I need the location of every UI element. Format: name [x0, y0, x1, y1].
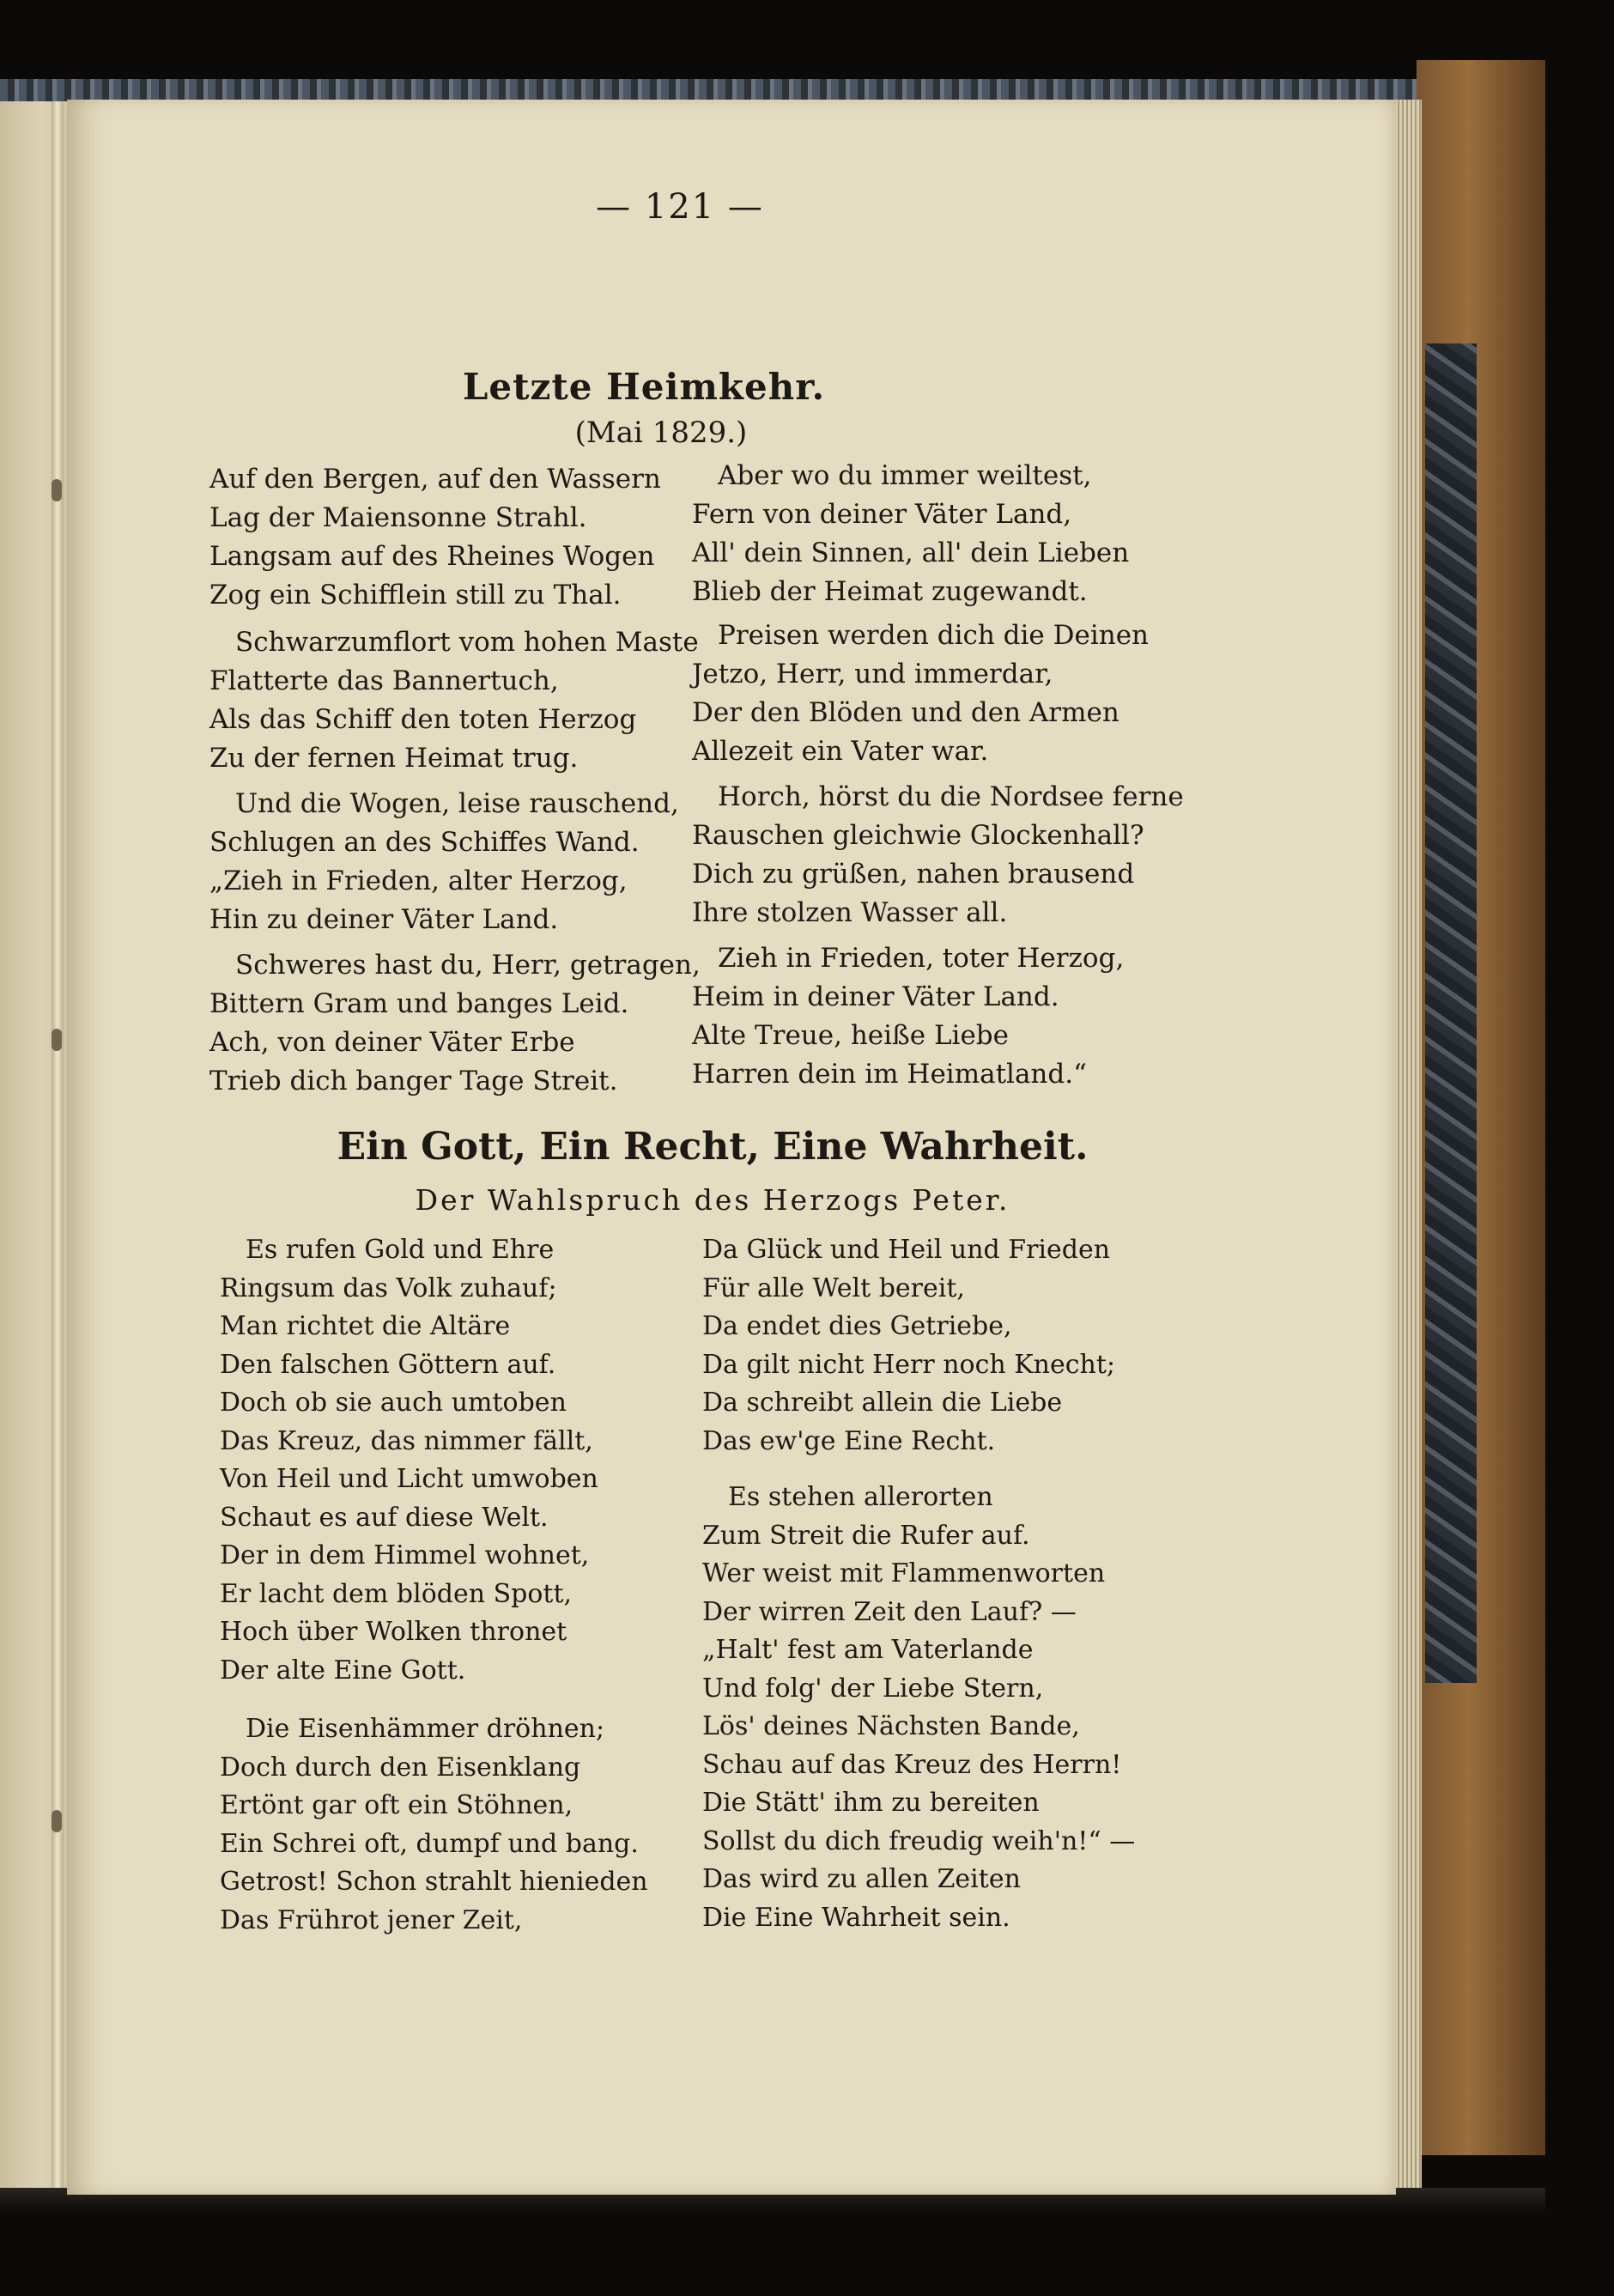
verse-line: Horch, hörst du die Nordsee ferne — [718, 781, 1184, 812]
poem1-right-stanza-2 — [692, 617, 1149, 771]
poem1-left-stanza-2 — [209, 623, 699, 778]
verse-line: „Halt' fest am Vaterlande — [702, 1635, 1034, 1665]
verse-line: Rauschen gleichwie Glockenhall? — [692, 820, 1144, 851]
verse-line: Man richtet die Altäre — [220, 1311, 511, 1341]
verse-line: Fern von deiner Väter Land, — [692, 499, 1072, 530]
poem1-left-stanza-1 — [209, 460, 661, 615]
verse-line: Schweres hast du, Herr, getragen, — [235, 950, 701, 981]
verse-line: Zieh in Frieden, toter Herzog, — [718, 943, 1125, 974]
verse-line: Schau auf das Kreuz des Herrn! — [702, 1749, 1122, 1780]
verse-line: Jetzo, Herr, und immerdar, — [692, 659, 1053, 689]
verse-line: Der den Blöden und den Armen — [692, 697, 1119, 728]
verse-line: Den falschen Göttern auf. — [220, 1349, 556, 1380]
verse-line: Es stehen allerorten — [728, 1482, 993, 1512]
verse-line: Das wird zu allen Zeiten — [702, 1864, 1021, 1894]
poem1-right-stanza-1 — [692, 457, 1129, 611]
verse-line: Heim in deiner Väter Land. — [692, 981, 1059, 1012]
verse-line: All' dein Sinnen, all' dein Lieben — [692, 538, 1130, 568]
poem2-right-stanza-1 — [702, 1231, 1115, 1461]
verse-line: Langsam auf des Rheines Wogen — [209, 541, 655, 572]
poem-subtitle: (Mai 1829.) — [574, 416, 748, 450]
marbled-endpaper — [1425, 343, 1477, 1683]
verse-line: Das Kreuz, das nimmer fällt, — [220, 1425, 593, 1456]
verse-line: Dich zu grüßen, nahen brausend — [692, 859, 1135, 890]
poem1-left-stanza-4 — [209, 946, 701, 1101]
verse-line: Lag der Maiensonne Strahl. — [209, 502, 587, 533]
verse-line: Harren dein im Heimatland.“ — [692, 1059, 1087, 1090]
poem2-left-stanza-1 — [220, 1231, 598, 1690]
verse-line: Bittern Gram und banges Leid. — [209, 988, 629, 1019]
verse-line: Die Stätt' ihm zu bereiten — [702, 1788, 1040, 1818]
verse-line: Ringsum das Volk zuhauf; — [220, 1273, 557, 1303]
verse-line: Für alle Welt bereit, — [702, 1273, 965, 1303]
verse-line: Und folg' der Liebe Stern, — [702, 1673, 1044, 1704]
stitch-hole — [52, 1810, 62, 1832]
verse-line: Zum Streit die Rufer auf. — [702, 1520, 1030, 1551]
verse-line: Hin zu deiner Väter Land. — [209, 904, 559, 935]
verse-line: Da gilt nicht Herr noch Knecht; — [702, 1349, 1116, 1380]
verse-line: Zu der fernen Heimat trug. — [209, 743, 579, 774]
verse-line: Zog ein Schifflein still zu Thal. — [209, 580, 622, 610]
verse-line: Ach, von deiner Väter Erbe — [209, 1027, 575, 1058]
verse-line: Er lacht dem blöden Spott, — [220, 1578, 573, 1609]
verse-line: Das ew'ge Eine Recht. — [702, 1425, 996, 1456]
verse-line: Der alte Eine Gott. — [220, 1655, 466, 1686]
verse-line: Ein Schrei oft, dumpf und bang. — [220, 1828, 639, 1859]
verse-line: Ihre stolzen Wasser all. — [692, 897, 1008, 928]
page-number: — 121 — — [596, 187, 764, 227]
binding-gutter — [52, 101, 64, 2196]
verse-line: Der in dem Himmel wohnet, — [220, 1540, 590, 1570]
left-page-margin — [0, 101, 69, 2196]
verse-line: Blieb der Heimat zugewandt. — [692, 576, 1088, 607]
poem2-left-stanza-2 — [220, 1710, 648, 1940]
verse-line: Auf den Bergen, auf den Wassern — [209, 464, 661, 495]
verse-line: Wer weist mit Flammenworten — [702, 1558, 1106, 1588]
verse-line: Da endet dies Getriebe, — [702, 1311, 1012, 1341]
verse-line: Die Eine Wahrheit sein. — [702, 1902, 1010, 1933]
verse-line: Das Frührot jener Zeit, — [220, 1904, 523, 1935]
verse-line: „Zieh in Frieden, alter Herzog, — [209, 866, 628, 896]
verse-line: Da schreibt allein die Liebe — [702, 1388, 1063, 1418]
poem-title: Letzte Heimkehr. — [462, 366, 826, 408]
verse-line: Hoch über Wolken thronet — [220, 1617, 567, 1647]
verse-line: Doch durch den Eisenklang — [220, 1752, 581, 1783]
verse-line: Lös' deines Nächsten Bande, — [702, 1711, 1080, 1741]
verse-line: Da Glück und Heil und Frieden — [702, 1235, 1111, 1265]
verse-line: Der wirren Zeit den Lauf? — — [702, 1596, 1077, 1627]
poem-title: Ein Gott, Ein Recht, Eine Wahrheit. — [337, 1125, 1089, 1169]
poem1-right-stanza-4 — [692, 939, 1124, 1094]
verse-line: Sollst du dich freudig weih'n!“ — — [702, 1825, 1136, 1856]
stitch-hole — [52, 479, 62, 501]
verse-line: Getrost! Schon strahlt hienieden — [220, 1867, 648, 1897]
poem2-right-stanza-2 — [702, 1479, 1135, 1937]
poem1-right-stanza-3 — [692, 778, 1184, 932]
verse-line: Preisen werden dich die Deinen — [718, 620, 1150, 651]
verse-line: Die Eisenhämmer dröhnen; — [246, 1714, 605, 1744]
verse-line: Allezeit ein Vater war. — [692, 736, 989, 767]
verse-line: Doch ob sie auch umtoben — [220, 1388, 567, 1418]
stitch-hole — [52, 1029, 62, 1051]
verse-line: Schwarzumflort vom hohen Maste — [235, 627, 699, 658]
verse-line: Als das Schiff den toten Herzog — [209, 704, 637, 735]
verse-line: Aber wo du immer weiltest, — [718, 460, 1092, 491]
verse-line: Und die Wogen, leise rauschend, — [235, 788, 679, 819]
verse-line: Es rufen Gold und Ehre — [246, 1235, 555, 1265]
poem-subtitle: Der Wahlspruch des Herzogs Peter. — [415, 1183, 1010, 1217]
verse-line: Trieb dich banger Tage Streit. — [209, 1066, 618, 1096]
poem1-left-stanza-3 — [209, 785, 679, 939]
verse-line: Schaut es auf diese Welt. — [220, 1502, 549, 1533]
verse-line: Ertönt gar oft ein Stöhnen, — [220, 1790, 573, 1820]
verse-line: Alte Treue, heiße Liebe — [692, 1020, 1009, 1051]
verse-line: Von Heil und Licht umwoben — [220, 1464, 598, 1494]
verse-line: Flatterte das Bannertuch, — [209, 665, 559, 696]
verse-line: Schlugen an des Schiffes Wand. — [209, 827, 640, 858]
